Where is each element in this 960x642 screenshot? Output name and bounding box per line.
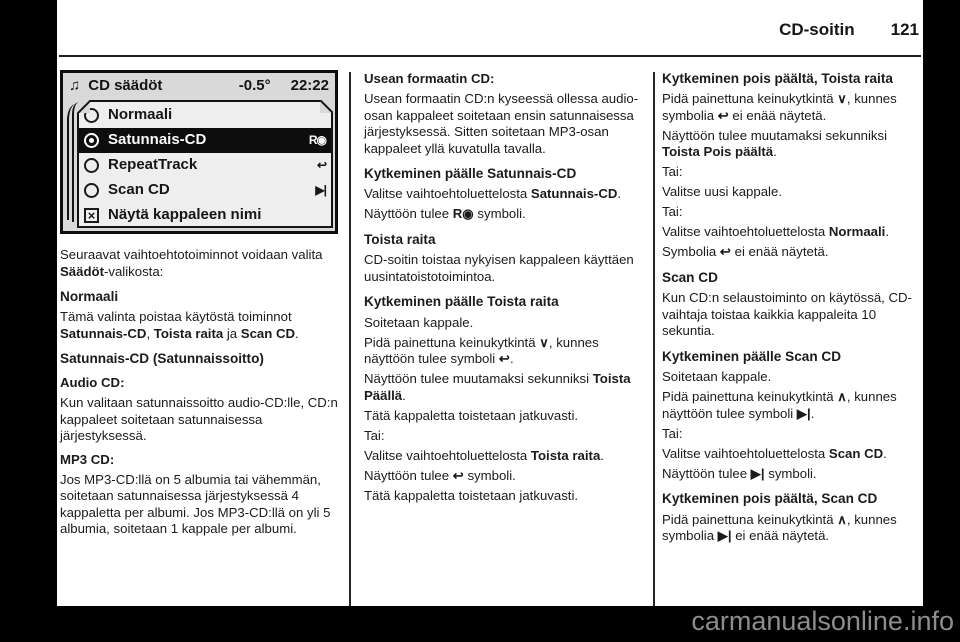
bold-term: Normaali (60, 289, 119, 304)
paragraph (364, 468, 650, 485)
text-run: . (600, 447, 604, 463)
text-run: Tai: (662, 164, 683, 180)
paragraph (662, 512, 923, 545)
text-run: Pidä painettuna keinukytkintä (662, 91, 838, 107)
section-heading (662, 349, 923, 366)
sub-heading (60, 452, 347, 469)
text-run: , kunnes symbolia (662, 91, 897, 123)
paragraph (60, 247, 347, 280)
text-run: Pidä painettuna keinukytkintä (662, 511, 838, 527)
text-run: Näyttöön tulee muutamaksi sekunniksi (662, 127, 888, 143)
text-run: Tai: (364, 427, 385, 443)
text-run: Valitse uusi kappale. (662, 184, 782, 200)
bold-term: ▶| (717, 528, 732, 544)
bold-term: Säädöt (60, 263, 104, 279)
menu-item-label: Näytä kappaleen nimi (108, 206, 262, 224)
menu-item-label: RepeatTrack (108, 156, 198, 174)
bold-term: ∧ (837, 511, 847, 527)
text-run: Näyttöön tulee muutamaksi sekunniksi (364, 371, 593, 387)
paragraph (60, 472, 347, 538)
text-run: Seuraavat vaihtoehtotoiminnot voidaan valita (60, 247, 323, 262)
text-column-3 (662, 71, 923, 548)
paragraph (364, 335, 650, 368)
repeat-track-icon: ↩ (316, 158, 326, 172)
bold-term: Toista raita (530, 447, 601, 463)
section-heading (60, 351, 347, 368)
paragraph (662, 244, 923, 261)
text-run: ei enää näytetä. (731, 528, 830, 544)
bold-term: MP3 CD: (60, 451, 115, 467)
text-run: . (883, 445, 887, 461)
text-run: Näyttöön tulee (662, 465, 751, 481)
section-heading (364, 166, 650, 183)
menu-item-repeattrack (79, 153, 331, 178)
text-run: Tai: (662, 425, 683, 441)
text-run: . (617, 186, 622, 202)
radio-icon (84, 133, 99, 148)
music-note-icon: ♫ (69, 77, 81, 95)
section-heading (364, 294, 650, 311)
bold-term: ▶| (796, 405, 811, 421)
text-run: Tätä kappaletta toistetaan jatkuvasti. (364, 407, 579, 423)
text-run: symboli. (463, 467, 516, 483)
text-run: , kunnes symbolia (662, 511, 897, 544)
screen-title: CD säädöt (88, 77, 163, 95)
cd-settings-screenshot (60, 70, 338, 234)
paragraph (364, 488, 650, 505)
text-run: Soitetaan kappale. (364, 314, 474, 330)
bold-term: Scan CD (662, 269, 718, 285)
screen-titlebar (63, 73, 335, 100)
bold-term: Kytkeminen pois päältä, Toista raita (662, 71, 893, 86)
chapter-title: CD-soitin (779, 20, 855, 39)
bold-term: R◉ (452, 206, 474, 222)
text-run: . (402, 387, 406, 403)
text-run: Symbolia (662, 244, 720, 260)
section-heading (364, 232, 650, 249)
bold-term: Audio CD: (60, 375, 125, 391)
arc-decoration (72, 102, 82, 222)
menu-item-label: Satunnais-CD (108, 131, 207, 149)
text-run: , kunnes näyttöön tulee symboli (364, 334, 599, 367)
checkbox-icon: × (84, 208, 99, 223)
text-run: Valitse vaihtoehtoluettelosta (662, 445, 829, 461)
bold-term: ↩ (498, 351, 510, 367)
section-heading (662, 71, 923, 88)
text-run: -valikosta: (103, 263, 164, 279)
bold-term: Satunnais-CD (530, 186, 618, 202)
bold-term: ↩ (719, 244, 731, 260)
bold-term: Scan CD (240, 325, 296, 341)
paragraph (662, 224, 923, 241)
random-cd-icon: R◉ (308, 133, 326, 147)
bold-term: ▶| (750, 465, 765, 481)
paragraph (662, 290, 923, 340)
text-run: Kun CD:n selaustoiminto on käytössä, CD-vaihtaja toistaa kaikkia kappaleita 10 sekuntia. (662, 290, 912, 339)
section-heading (662, 491, 923, 508)
text-run: Jos MP3-CD:llä on 5 albumia tai vähemmän, soitetaan satunnaisessa järjestyksessä 4 kappaletta per albumi. Jos MP3-CD:llä on yli 5 albumia, soitetaan 1 kappale per albumi. (60, 471, 331, 537)
bold-term: Satunnais-CD (60, 325, 147, 341)
bold-term: ∨ (837, 91, 847, 107)
bold-term: Scan CD (828, 445, 884, 461)
bold-term: ↩ (717, 107, 729, 123)
text-run: Soitetaan kappale. (662, 369, 772, 385)
bold-term: ∨ (539, 334, 549, 350)
bold-term: Normaali (828, 224, 886, 240)
text-run: Valitse vaihtoehtoluettelosta (662, 224, 829, 240)
bold-term: Satunnais-CD (Satunnaissoitto) (60, 351, 264, 367)
paragraph (364, 315, 650, 332)
paragraph (60, 309, 347, 342)
menu-item-normaali (79, 103, 331, 128)
page-number: 121 (890, 20, 919, 39)
paragraph (364, 448, 650, 465)
paragraph (364, 371, 650, 404)
text-run: Kun valitaan satunnaissoitto audio-CD:lle, CD:n kappaleet soitetaan satunnaisessa järjestyksessä. (60, 395, 338, 444)
sub-heading (364, 71, 650, 88)
text-run: Pidä painettuna keinukytkintä (364, 334, 540, 350)
menu-item-n-yt-kappaleen-nimi (79, 203, 331, 228)
column-divider (349, 72, 351, 606)
paragraph (662, 426, 923, 443)
page-header (779, 20, 919, 40)
paragraph (364, 186, 650, 203)
watermark-link[interactable]: carmanualsonline.info (691, 606, 954, 636)
paragraph (662, 369, 923, 386)
text-run: ja (223, 325, 241, 341)
text-column-2 (364, 71, 650, 508)
text-column-1 (60, 70, 347, 541)
radio-icon (84, 183, 99, 198)
bold-term: Usean formaatin CD: (364, 71, 495, 86)
screen-menu-list (77, 100, 333, 228)
text-run: Tätä kappaletta toistetaan jatkuvasti. (364, 487, 579, 503)
scan-icon: ▶| (315, 183, 326, 197)
manual-page (57, 0, 923, 606)
paragraph (364, 428, 650, 445)
bold-term: Toista raita (153, 325, 224, 341)
bold-term: Kytkeminen päälle Toista raita (364, 294, 559, 310)
paragraph (662, 184, 923, 201)
bold-term: Toista raita (364, 231, 436, 247)
paragraph (662, 446, 923, 463)
text-run: symboli. (473, 206, 526, 222)
paragraph (364, 91, 650, 157)
sub-heading (60, 375, 347, 392)
text-run: Usean formaatin CD:n kyseessä ollessa audio-osan kappaleet soitetaan ensin satunnaisessa järjestyksessä. Sitten soitetaan MP3-osan kappaleet yllä kuvatulla tavalla. (364, 91, 639, 156)
menu-item-label: Scan CD (108, 181, 170, 199)
text-run: . (773, 144, 777, 160)
bold-term: ∧ (837, 389, 847, 405)
header-rule (59, 55, 921, 57)
paragraph (662, 91, 923, 124)
text-run: Valitse vaihtoehtoluettelosta (364, 447, 531, 463)
text-run: Tai: (662, 204, 683, 220)
corner-cut-decoration (320, 100, 333, 113)
text-run: Valitse vaihtoehtoluettelosta (364, 186, 531, 202)
text-run: Näyttöön tulee (364, 467, 453, 483)
paragraph (662, 128, 923, 161)
text-run: CD-soitin toistaa nykyisen kappaleen käyttäen uusintatoistotoimintoa. (364, 252, 634, 284)
bold-term: Kytkeminen päälle Scan CD (662, 348, 842, 364)
text-run: , (146, 325, 154, 341)
menu-item-label: Normaali (108, 106, 173, 124)
paragraph (662, 164, 923, 181)
bold-term: Toista Päällä (364, 371, 631, 403)
column-divider (653, 72, 655, 606)
text-run: Tämä valinta poistaa käytöstä toiminnot (60, 309, 292, 325)
menu-item-satunnais-cd (79, 128, 331, 153)
text-run: . (885, 224, 890, 240)
text-run: symboli. (764, 465, 817, 481)
text-run: . (810, 405, 815, 421)
bold-term: Toista Pois päältä (662, 144, 774, 160)
menu-item-scan-cd (79, 178, 331, 203)
bold-term: Kytkeminen pois päältä, Scan CD (662, 491, 878, 507)
paragraph (662, 389, 923, 422)
radio-dot (89, 138, 94, 143)
paragraph (364, 252, 650, 285)
bold-term: ↩ (452, 467, 464, 483)
paragraph (60, 395, 347, 445)
temperature-readout: -0.5° (238, 77, 271, 95)
bold-term: Kytkeminen päälle Satunnais-CD (364, 166, 577, 181)
text-run: . (509, 351, 514, 367)
section-heading (662, 270, 923, 287)
clock-readout: 22:22 (290, 77, 329, 95)
text-run: ei enää näytetä. (730, 244, 829, 260)
text-run: , kunnes näyttöön tulee symboli (662, 389, 897, 421)
text-run: . (295, 325, 299, 341)
paragraph (364, 408, 650, 425)
section-heading (60, 289, 347, 306)
text-run: Pidä painettuna keinukytkintä (662, 389, 838, 405)
column-1-text (60, 247, 347, 538)
paragraph (662, 204, 923, 221)
text-run: Näyttöön tulee (364, 206, 453, 222)
radio-icon (84, 158, 99, 173)
paragraph (662, 466, 923, 483)
text-run: ei enää näytetä. (728, 107, 827, 123)
paragraph (364, 206, 650, 223)
